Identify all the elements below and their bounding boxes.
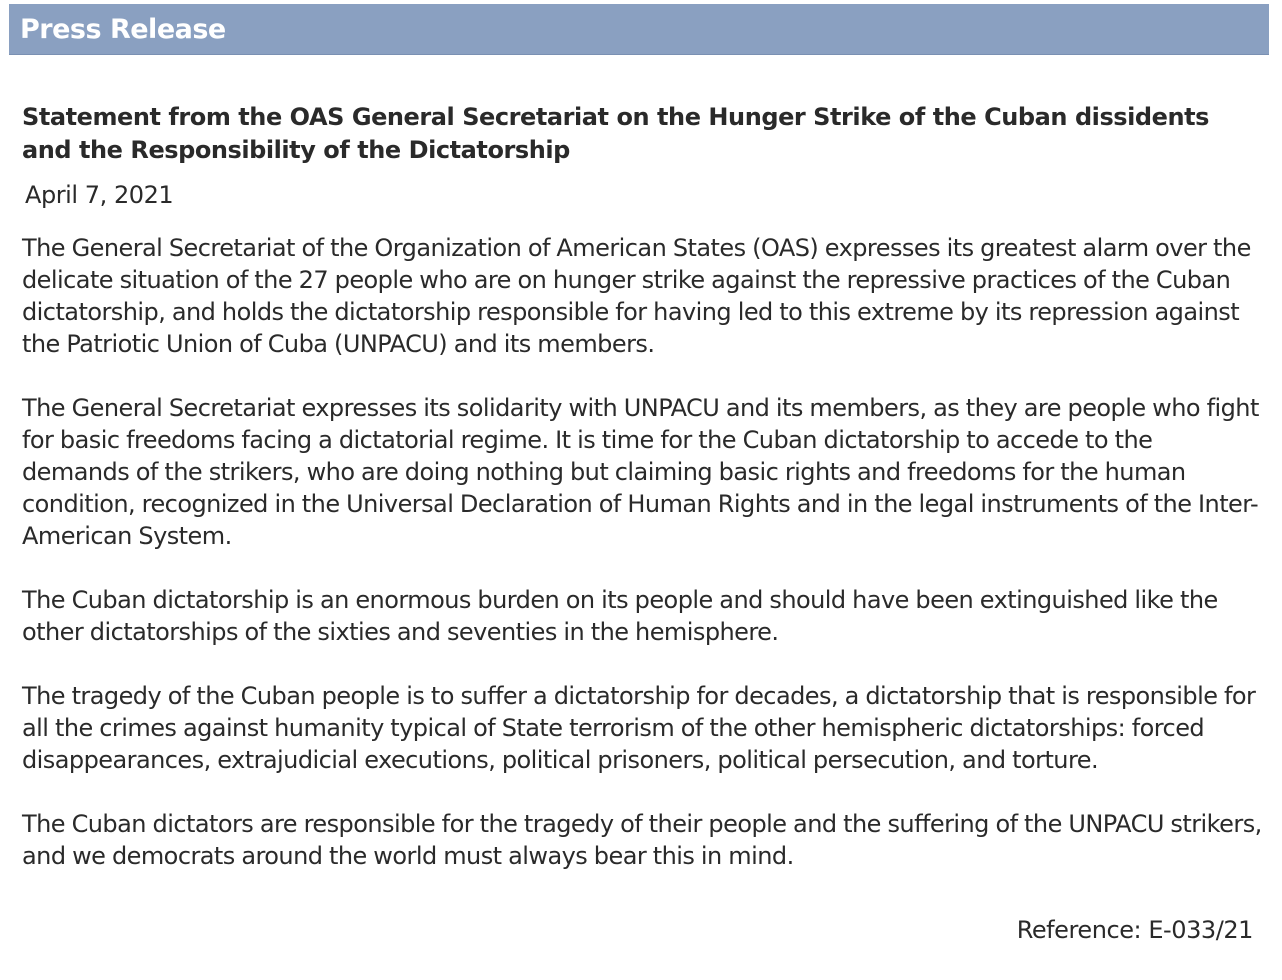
reference-number: Reference: E-033/21 xyxy=(1016,916,1253,944)
article-paragraph: The General Secretariat of the Organization of American States (OAS) expresses its greatest alarm over the delicate situation of the 27 people who are on hunger strike against the repressive practices of the Cuban dictatorship, and holds the dictatorship responsible for having led to this extreme by its repression against the Patriotic Union of Cuba (UNPACU) and its members. xyxy=(22,234,1251,358)
section-title: Press Release xyxy=(20,14,226,45)
article-date: April 7, 2021 xyxy=(25,181,174,209)
article-paragraph: The Cuban dictatorship is an enormous burden on its people and should have been extinguished like the other dictatorships of the sixties and seventies in the hemisphere. xyxy=(22,586,1218,646)
press-release-header xyxy=(9,4,1269,55)
article-headline: Statement from the OAS General Secretariat on the Hunger Strike of the Cuban dissidents and the Responsibility of the Dictatorship xyxy=(22,103,1209,164)
article-paragraph: The Cuban dictators are responsible for the tragedy of their people and the suffering of the UNPACU strikers, and we democrats around the world must always bear this in mind. xyxy=(22,810,1262,870)
article-body xyxy=(22,232,1262,904)
article-paragraph: The tragedy of the Cuban people is to suffer a dictatorship for decades, a dictatorship that is responsible for all the crimes against humanity typical of State terrorism of the other hemispheric dictatorships: forced disappearances, extrajudicial executions, political prisoners, political persecution, and torture. xyxy=(22,682,1256,774)
article-paragraph: The General Secretariat expresses its solidarity with UNPACU and its members, as they are people who fight for basic freedoms facing a dictatorial regime. It is time for the Cuban dictatorship to accede to the demands of the strikers, who are doing nothing but claiming basic rights and freedoms for the human condition, recognized in the Universal Declaration of Human Rights and in the legal instruments of the Inter-American System. xyxy=(22,394,1259,550)
